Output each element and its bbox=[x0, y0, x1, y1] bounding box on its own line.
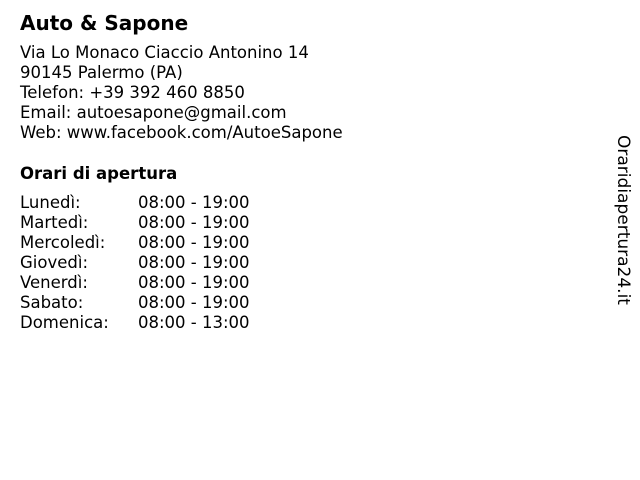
time-range: 08:00 - 13:00 bbox=[138, 313, 250, 332]
hours-row-sunday bbox=[20, 313, 278, 333]
city-line: 90145 Palermo (PA) bbox=[20, 63, 183, 82]
day-label: Domenica: bbox=[20, 313, 109, 332]
opening-hours-title: Orari di apertura bbox=[20, 164, 178, 183]
web-line: Web: www.facebook.com/AutoeSapone bbox=[20, 123, 343, 142]
hours-row-thursday bbox=[20, 253, 278, 273]
address-line: Via Lo Monaco Ciaccio Antonino 14 bbox=[20, 43, 309, 62]
day-label: Venerdì: bbox=[20, 273, 88, 292]
hours-row-wednesday bbox=[20, 233, 278, 253]
time-range: 08:00 - 19:00 bbox=[138, 193, 250, 212]
day-label: Giovedì: bbox=[20, 253, 88, 272]
business-name: Auto & Sapone bbox=[20, 11, 189, 35]
contact-info bbox=[20, 43, 343, 143]
day-label: Mercoledì: bbox=[20, 233, 106, 252]
hours-row-friday bbox=[20, 273, 278, 293]
time-range: 08:00 - 19:00 bbox=[138, 233, 250, 252]
day-label: Sabato: bbox=[20, 293, 84, 312]
day-label: Lunedì: bbox=[20, 193, 81, 212]
phone-line: Telefon: +39 392 460 8850 bbox=[20, 83, 245, 102]
site-watermark: Oraridiapertura24.it bbox=[613, 135, 633, 305]
email-line: Email: autoesapone@gmail.com bbox=[20, 103, 287, 122]
time-range: 08:00 - 19:00 bbox=[138, 293, 250, 312]
opening-hours-table bbox=[20, 193, 278, 333]
time-range: 08:00 - 19:00 bbox=[138, 253, 250, 272]
hours-row-saturday bbox=[20, 293, 278, 313]
hours-row-monday bbox=[20, 193, 278, 213]
time-range: 08:00 - 19:00 bbox=[138, 213, 250, 232]
hours-row-tuesday bbox=[20, 213, 278, 233]
time-range: 08:00 - 19:00 bbox=[138, 273, 250, 292]
day-label: Martedì: bbox=[20, 213, 89, 232]
